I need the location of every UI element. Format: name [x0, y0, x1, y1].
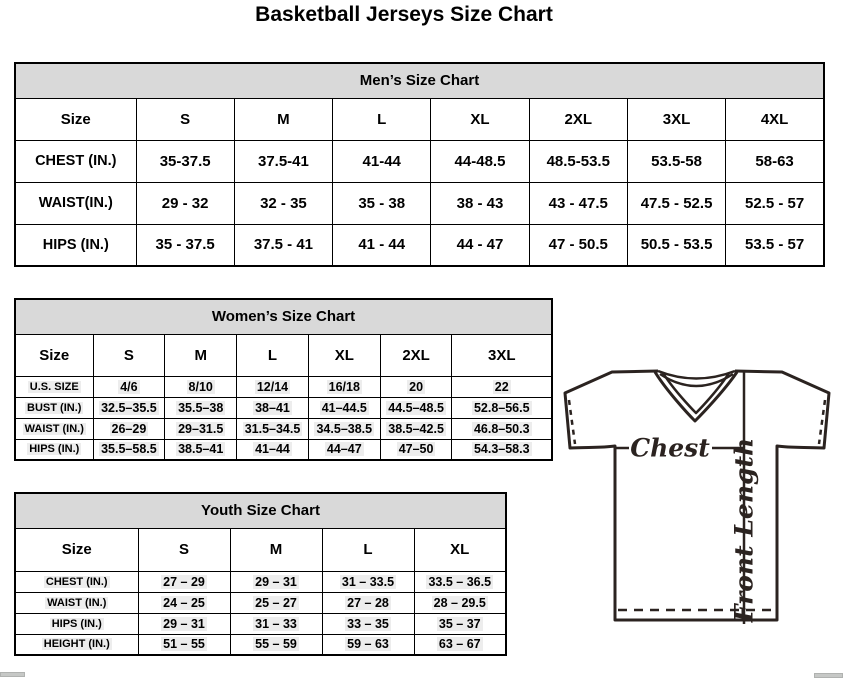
column-header: XL	[308, 334, 380, 376]
hscrollbar-right-fragment[interactable]	[814, 673, 843, 678]
size-cell: 32 - 35	[234, 182, 332, 224]
hscrollbar-left-fragment[interactable]	[0, 672, 25, 677]
size-cell: 38 - 43	[431, 182, 529, 224]
size-cell: 38–41	[237, 397, 309, 418]
column-header: M	[230, 528, 322, 571]
size-cell: 35 - 37.5	[136, 224, 234, 266]
column-header: XL	[431, 98, 529, 140]
size-cell: 29–31.5	[165, 418, 237, 439]
table-row	[15, 439, 552, 460]
table-row	[15, 140, 824, 182]
chest-label: Chest	[630, 433, 710, 463]
size-cell: 53.5 - 57	[726, 224, 824, 266]
column-header: S	[138, 528, 230, 571]
size-cell: 32.5–35.5	[93, 397, 165, 418]
table-row	[15, 613, 506, 634]
size-cell: 31 – 33	[230, 613, 322, 634]
column-header: 3XL	[627, 98, 725, 140]
column-header: L	[333, 98, 431, 140]
row-label: WAIST (IN.)	[15, 592, 138, 613]
table-row	[15, 224, 824, 266]
size-cell: 54.3–58.3	[452, 439, 552, 460]
size-cell: 37.5 - 41	[234, 224, 332, 266]
row-label: HIPS (IN.)	[15, 439, 93, 460]
size-cell: 55 – 59	[230, 634, 322, 655]
header-row	[15, 528, 506, 571]
size-cell: 35 - 38	[333, 182, 431, 224]
size-cell: 33.5 – 36.5	[414, 571, 506, 592]
size-cell: 52.8–56.5	[452, 397, 552, 418]
table-row	[15, 418, 552, 439]
size-cell: 4/6	[93, 376, 165, 397]
size-cell: 58-63	[726, 140, 824, 182]
size-cell: 52.5 - 57	[726, 182, 824, 224]
front-length-label: Front Length	[729, 437, 759, 623]
column-header: Size	[15, 334, 93, 376]
size-cell: 27 – 29	[138, 571, 230, 592]
size-cell: 44.5–48.5	[380, 397, 452, 418]
size-cell: 63 – 67	[414, 634, 506, 655]
size-cell: 34.5–38.5	[308, 418, 380, 439]
header-row	[15, 334, 552, 376]
table-row	[15, 571, 506, 592]
size-cell: 41 - 44	[333, 224, 431, 266]
size-cell: 24 – 25	[138, 592, 230, 613]
size-cell: 37.5-41	[234, 140, 332, 182]
row-label: WAIST(IN.)	[15, 182, 136, 224]
row-label: BUST (IN.)	[15, 397, 93, 418]
size-cell: 35.5–38	[165, 397, 237, 418]
column-header: 2XL	[380, 334, 452, 376]
column-header: L	[237, 334, 309, 376]
size-cell: 38.5–41	[165, 439, 237, 460]
size-cell: 35 – 37	[414, 613, 506, 634]
size-cell: 44 - 47	[431, 224, 529, 266]
column-header: Size	[15, 528, 138, 571]
size-cell: 16/18	[308, 376, 380, 397]
column-header: M	[165, 334, 237, 376]
size-cell: 29 – 31	[138, 613, 230, 634]
size-cell: 59 – 63	[322, 634, 414, 655]
collar-back-arc-1	[658, 371, 735, 379]
size-cell: 26–29	[93, 418, 165, 439]
row-label: WAIST (IN.)	[15, 418, 93, 439]
size-cell: 41–44	[237, 439, 309, 460]
caption-row	[15, 299, 552, 334]
table-row	[15, 634, 506, 655]
row-label: HIPS (IN.)	[15, 613, 138, 634]
size-cell: 8/10	[165, 376, 237, 397]
column-header: L	[322, 528, 414, 571]
jersey-outline	[565, 371, 829, 620]
size-cell: 41–44.5	[308, 397, 380, 418]
table-row	[15, 376, 552, 397]
size-cell: 44-48.5	[431, 140, 529, 182]
mens-size-chart	[14, 62, 825, 267]
header-row	[15, 98, 824, 140]
caption-row	[15, 63, 824, 98]
mens-size-table	[14, 62, 825, 267]
size-cell: 31 – 33.5	[322, 571, 414, 592]
table-row	[15, 397, 552, 418]
size-cell: 47 - 50.5	[529, 224, 627, 266]
womens-size-table	[14, 298, 553, 461]
size-cell: 50.5 - 53.5	[627, 224, 725, 266]
column-header: S	[136, 98, 234, 140]
size-cell: 28 – 29.5	[414, 592, 506, 613]
jersey-diagram	[556, 360, 838, 630]
page-title: Basketball Jerseys Size Chart	[255, 3, 553, 26]
caption-row	[15, 493, 506, 528]
column-header: M	[234, 98, 332, 140]
size-cell: 29 – 31	[230, 571, 322, 592]
size-cell: 20	[380, 376, 452, 397]
table-caption: Men’s Size Chart	[15, 63, 824, 98]
row-label: HEIGHT (IN.)	[15, 634, 138, 655]
size-cell: 41-44	[333, 140, 431, 182]
size-cell: 29 - 32	[136, 182, 234, 224]
size-cell: 46.8–50.3	[452, 418, 552, 439]
size-cell: 51 – 55	[138, 634, 230, 655]
womens-size-chart	[14, 298, 553, 461]
row-label: HIPS (IN.)	[15, 224, 136, 266]
size-cell: 47.5 - 52.5	[627, 182, 725, 224]
size-cell: 12/14	[237, 376, 309, 397]
row-label: U.S. SIZE	[15, 376, 93, 397]
column-header: S	[93, 334, 165, 376]
youth-size-table	[14, 492, 507, 656]
row-label: CHEST (IN.)	[15, 571, 138, 592]
size-cell: 25 – 27	[230, 592, 322, 613]
column-header: XL	[414, 528, 506, 571]
size-cell: 38.5–42.5	[380, 418, 452, 439]
table-caption: Youth Size Chart	[15, 493, 506, 528]
column-header: 4XL	[726, 98, 824, 140]
size-cell: 48.5-53.5	[529, 140, 627, 182]
column-header: 3XL	[452, 334, 552, 376]
table-caption: Women’s Size Chart	[15, 299, 552, 334]
size-cell: 31.5–34.5	[237, 418, 309, 439]
size-cell: 47–50	[380, 439, 452, 460]
table-row	[15, 182, 824, 224]
size-cell: 43 - 47.5	[529, 182, 627, 224]
size-cell: 35-37.5	[136, 140, 234, 182]
row-label: CHEST (IN.)	[15, 140, 136, 182]
table-row	[15, 592, 506, 613]
size-cell: 44–47	[308, 439, 380, 460]
size-cell: 33 – 35	[322, 613, 414, 634]
column-header: Size	[15, 98, 136, 140]
size-cell: 22	[452, 376, 552, 397]
youth-size-chart	[14, 492, 507, 656]
column-header: 2XL	[529, 98, 627, 140]
size-cell: 27 – 28	[322, 592, 414, 613]
size-cell: 53.5-58	[627, 140, 725, 182]
size-cell: 35.5–58.5	[93, 439, 165, 460]
